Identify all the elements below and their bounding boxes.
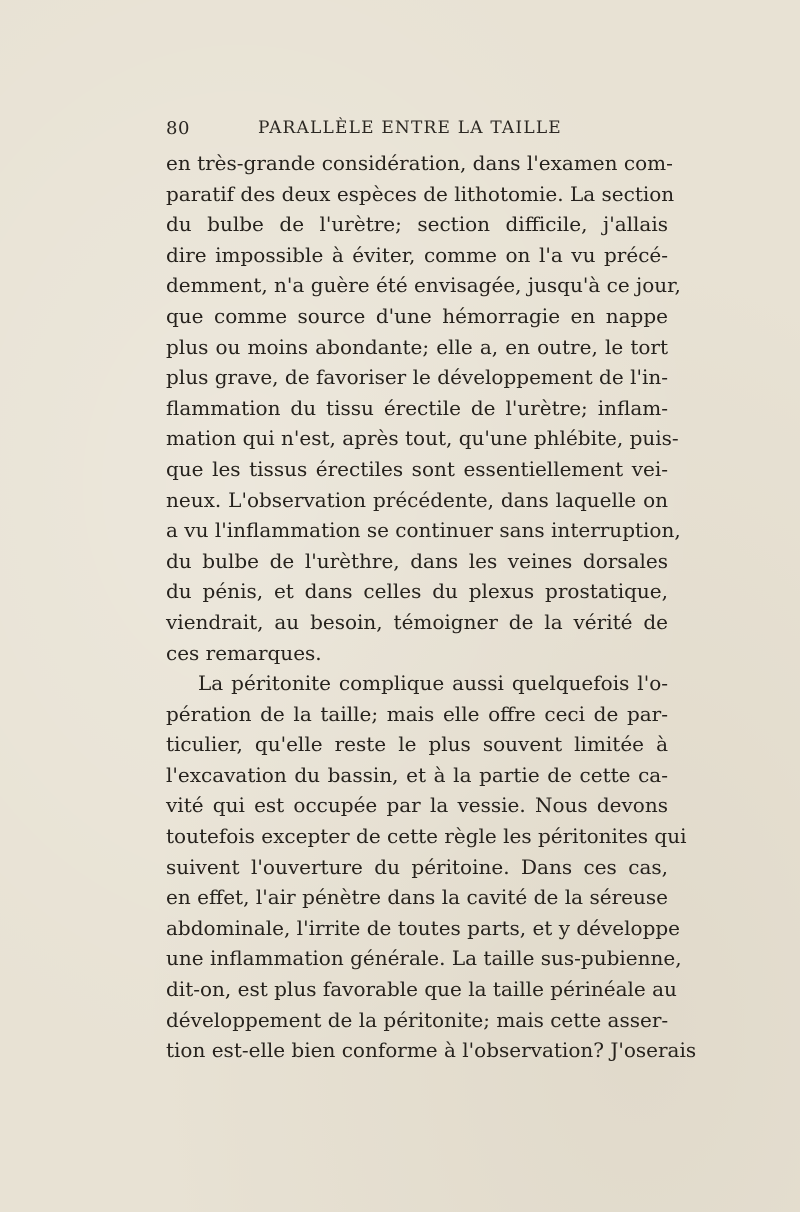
text-line: a vu l'inflammation se continuer sans interruption, bbox=[166, 518, 681, 543]
text-line: plus grave, de favoriser le développement de l'in- bbox=[166, 365, 668, 390]
text-line: pération de la taille; mais elle offre ceci de par- bbox=[166, 701, 668, 726]
text-line: que les tissus érectiles sont essentiellement vei- bbox=[166, 456, 668, 481]
text-line: tion est-elle bien conforme à l'observation? J'oserais bbox=[166, 1038, 697, 1063]
text-line: l'excavation du bassin, et à la partie de cette ca- bbox=[166, 762, 668, 787]
text-line: La péritonite complique aussi quelquefois l'o- bbox=[198, 671, 668, 696]
text-line: dire impossible à éviter, comme on l'a vu précé- bbox=[166, 242, 668, 267]
text-line: paratif des deux espèces de lithotomie. La section bbox=[166, 181, 675, 206]
text-line: en effet, l'air pénètre dans la cavité de la séreuse bbox=[166, 885, 668, 910]
page-header bbox=[166, 118, 666, 144]
text-line: mation qui n'est, après tout, qu'une phlébite, puis- bbox=[166, 426, 679, 451]
page-number: 80 bbox=[166, 118, 190, 139]
text-line: vité qui est occupée par la vessie. Nous devons bbox=[166, 793, 668, 818]
text-line: dit-on, est plus favorable que la taille périnéale au bbox=[166, 977, 677, 1002]
text-line: développement de la péritonite; mais cette asser- bbox=[166, 1007, 669, 1032]
text-line: du bulbe de l'urètre; section difficile, j'allais bbox=[166, 212, 668, 237]
text-line: ticulier, qu'elle reste le plus souvent limitée à bbox=[166, 732, 668, 757]
text-line: abdominale, l'irrite de toutes parts, et y développe bbox=[166, 915, 681, 940]
text-line: demment, n'a guère été envisagée, jusqu'à ce jour, bbox=[166, 273, 681, 298]
text-line: flammation du tissu érectile de l'urètre; inflam- bbox=[166, 395, 668, 420]
text-line: que comme source d'une hémorragie en nappe bbox=[166, 303, 668, 328]
text-line: en très-grande considération, dans l'examen com- bbox=[166, 151, 673, 175]
text-line: suivent l'ouverture du péritoine. Dans ces cas, bbox=[166, 854, 668, 879]
text-line: ces remarques. bbox=[166, 640, 322, 665]
text-line: plus ou moins abondante; elle a, en outre, le tort bbox=[166, 334, 668, 359]
body-text bbox=[166, 148, 697, 1066]
text-line: du pénis, et dans celles du plexus prostatique, bbox=[166, 579, 668, 604]
text-line: une inflammation générale. La taille sus-pubienne, bbox=[166, 946, 682, 971]
text-line: toutefois excepter de cette règle les péritonites qui bbox=[166, 824, 687, 849]
text-line: neux. L'observation précédente, dans laquelle on bbox=[166, 487, 668, 512]
text-line: viendrait, au besoin, témoigner de la vérité de bbox=[166, 609, 668, 634]
running-head: PARALLÈLE ENTRE LA TAILLE bbox=[258, 118, 562, 138]
text-line: du bulbe de l'urèthre, dans les veines dorsales bbox=[166, 548, 668, 573]
